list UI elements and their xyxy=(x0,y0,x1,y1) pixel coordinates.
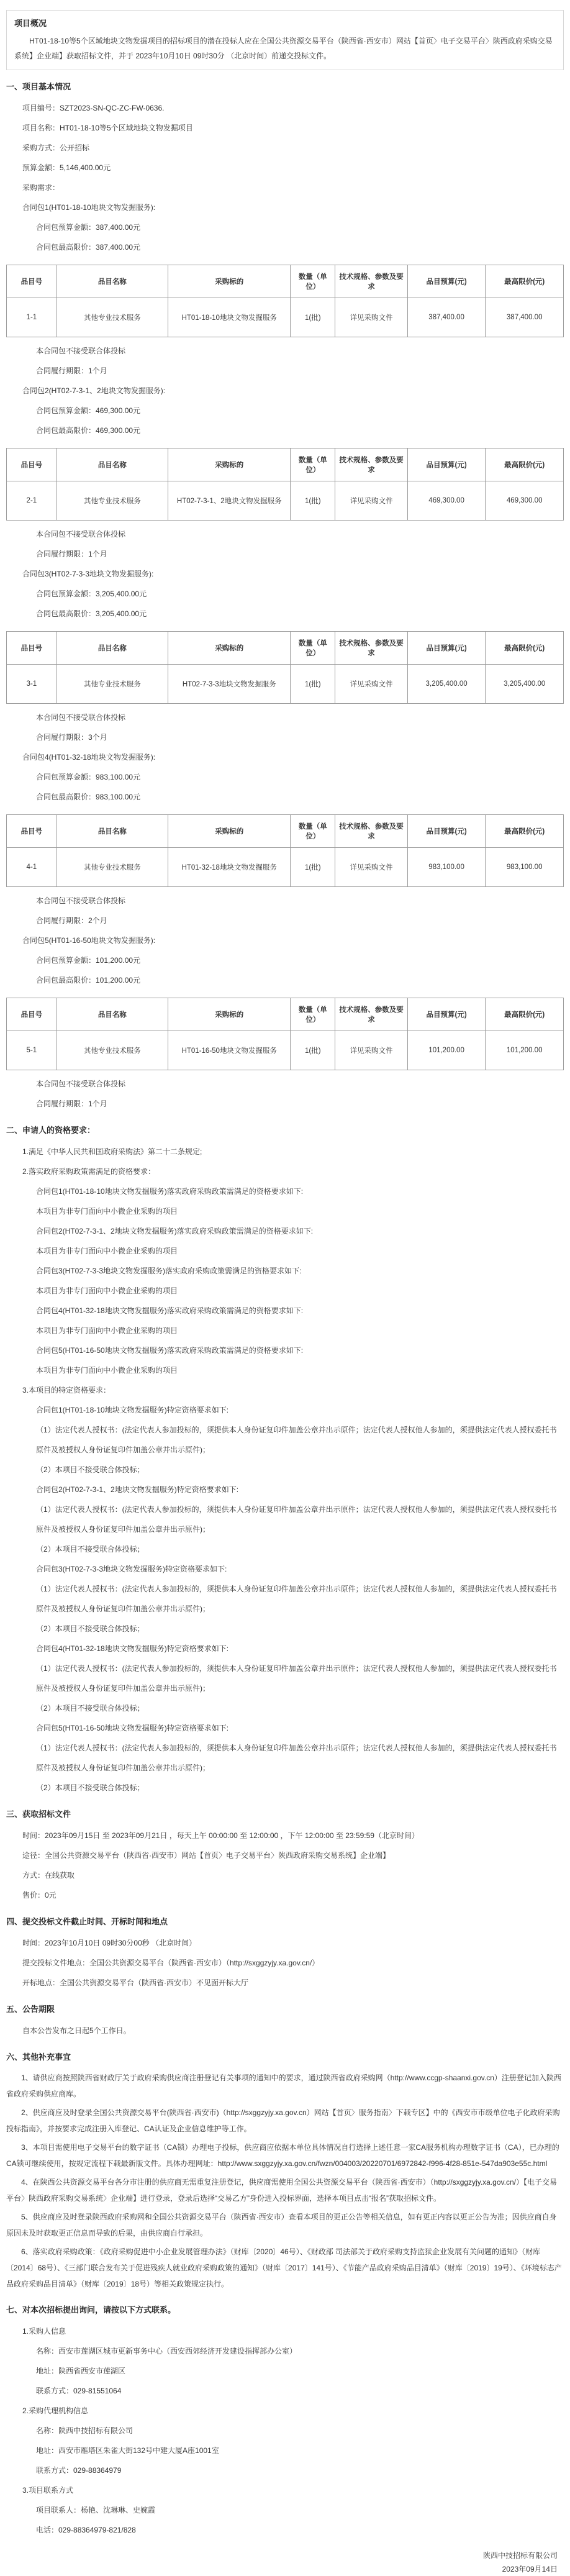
section-basic-info-title: 一、项目基本情况 xyxy=(6,82,71,91)
table-cell: 详见采购文件 xyxy=(335,481,408,521)
package-info-line: 合同包预算金额：983,100.00元 xyxy=(36,773,141,781)
column-header: 品目号 xyxy=(7,448,57,481)
table-header-row xyxy=(7,632,564,665)
column-header: 数量（单位） xyxy=(291,632,335,665)
section-contact-title: 七、对本次招标提出询问，请按以下方式联系。 xyxy=(6,2305,176,2314)
supplement-paragraph: 6、落实政府采购政策：《政府采购促进中小企业发展管理办法》（财库〔2020〕46号）、《财政部 司法部关于政府采购支持监狱企业发展有关问题的通知》（财库〔2014〕68号）、《三部门联合发布关于促进残疾人就业政府采购政策的通知》（财库〔2017〕141号）、《节能产品政府采购品目清单》（财库〔2019〕19号）、《环境标志产品政府采购品目清单》（财库〔2019〕18号）等相关政策规定执行。 xyxy=(6,2247,562,2288)
table-cell: 1-1 xyxy=(7,298,57,337)
package-info-line: 合同包最高限价：387,400.00元 xyxy=(36,243,141,252)
table-cell: 2-1 xyxy=(7,481,57,521)
table-cell: 387,400.00 xyxy=(407,298,486,337)
qualification-line: 合同包2(HT02-7-3-1、2地块文物发掘服务)特定资格要求如下: xyxy=(36,1485,239,1494)
qualification-line: 合同包3(HT02-7-3-3地块文物发掘服务)特定资格要求如下: xyxy=(36,1565,227,1573)
section-supplement-title: 六、其他补充事宜 xyxy=(6,2052,71,2062)
qualification-line: 合同包5(HT01-16-50地块文物发掘服务)特定资格要求如下: xyxy=(36,1724,229,1732)
table-cell: 其他专业技术服务 xyxy=(57,298,168,337)
package-info-line: 合同履行期限：2个月 xyxy=(36,916,107,925)
package-info-line: 合同包最高限价：3,205,400.00元 xyxy=(36,609,147,618)
table-cell: 详见采购文件 xyxy=(335,1031,408,1070)
package-info-line: 合同履行期限：1个月 xyxy=(36,550,107,558)
table-row xyxy=(7,848,564,887)
package-info-line: 合同包预算金额：3,205,400.00元 xyxy=(36,589,147,598)
qualification-line: 合同包4(HT01-32-18地块文物发掘服务)落实政府采购政策需满足的资格要求如下: xyxy=(36,1306,304,1315)
column-header: 采购标的 xyxy=(168,998,291,1031)
package-info-line: 本合同包不接受联合体投标 xyxy=(36,1080,126,1088)
package-table xyxy=(6,814,564,887)
column-header: 采购标的 xyxy=(168,448,291,481)
contact-line: 联系方式：029-88364979 xyxy=(36,2466,122,2475)
table-cell: 1(批) xyxy=(291,1031,335,1070)
package-info-line: 本合同包不接受联合体投标 xyxy=(36,347,126,355)
column-header: 品目号 xyxy=(7,632,57,665)
qualification-line: （2）本项目不接受联合体投标； xyxy=(36,1465,145,1474)
qualification-line: 合同包4(HT01-32-18地块文物发掘服务)特定资格要求如下: xyxy=(36,1644,229,1653)
package-info-line: 合同履行期限：3个月 xyxy=(36,733,107,742)
qualification-line: （1）法定代表人授权书：(法定代表人参加投标的，须提供本人身份证复印件加盖公章并出示原件；法定代表人授权他人参加的，须提供法定代表人授权委托书原件及被授权人身份证复印件加盖公章并出示原件)； xyxy=(36,1664,557,1693)
package-info-line: 合同包5(HT01-16-50地块文物发掘服务): xyxy=(22,936,156,945)
package-info-line: 本合同包不接受联合体投标 xyxy=(36,713,126,722)
project-number: 项目编号：SZT2023-SN-QC-ZC-FW-0636. xyxy=(22,104,165,112)
package-info-line: 合同包最高限价：101,200.00元 xyxy=(36,976,141,985)
deadline-time: 时间：2023年10月10日 09时30分00秒 （北京时间） xyxy=(22,1939,197,1947)
qualification-line: 本项目为非专门面向中小微企业采购的项目 xyxy=(36,1247,178,1255)
budget-amount: 预算金额：5,146,400.00元 xyxy=(22,163,111,172)
contact-line: 名称：陕西中技招标有限公司 xyxy=(36,2426,133,2435)
package-table xyxy=(6,998,564,1070)
table-cell: 其他专业技术服务 xyxy=(57,481,168,521)
column-header: 品目号 xyxy=(7,815,57,848)
procurement-method: 采购方式：公开招标 xyxy=(22,143,90,152)
column-header: 技术规格、参数及要求 xyxy=(335,998,408,1031)
section-notice-period-title: 五、公告期限 xyxy=(6,2005,55,2014)
column-header: 品目预算(元) xyxy=(407,998,486,1031)
supplement-paragraph: 5、供应商应及时登录陕西政府采购网和全国公共资源交易平台（陕西省·西安市）查看本项目的更正公告等相关信息，如有更正内容以更正公告为准；因供应商自身原因未及时获取更正信息而导致的后果，由供应商自行承担。 xyxy=(6,2213,557,2237)
opening-location: 开标地点：全国公共资源交易平台（陕西省·西安市）不见面开标大厅 xyxy=(22,1978,248,1987)
obtain-method: 方式：在线获取 xyxy=(22,1871,75,1880)
contact-line: 项目联系人：杨艳、沈琳琳、史婉霞 xyxy=(36,2506,156,2515)
table-cell: HT01-18-10地块文物发掘服务 xyxy=(168,298,291,337)
table-cell: HT02-7-3-1、2地块文物发掘服务 xyxy=(168,481,291,521)
package-table xyxy=(6,631,564,704)
contact-group-title: 2.采购代理机构信息 xyxy=(22,2406,89,2415)
qualification-line: 合同包1(HT01-18-10地块文物发掘服务)落实政府采购政策需满足的资格要求如下: xyxy=(36,1187,304,1196)
table-cell: 1(批) xyxy=(291,848,335,887)
column-header: 数量（单位） xyxy=(291,998,335,1031)
qualification-line: （1）法定代表人授权书：(法定代表人参加投标的，须提供本人身份证复印件加盖公章并出示原件；法定代表人授权他人参加的，须提供法定代表人授权委托书原件及被授权人身份证复印件加盖公章并出示原件)； xyxy=(36,1744,557,1772)
table-cell: 其他专业技术服务 xyxy=(57,1031,168,1070)
column-header: 技术规格、参数及要求 xyxy=(335,448,408,481)
qualification-line: 合同包2(HT02-7-3-1、2地块文物发掘服务)落实政府采购政策需满足的资格要求如下: xyxy=(36,1227,314,1236)
column-header: 最高限价(元) xyxy=(486,265,564,298)
qualification-line: 合同包1(HT01-18-10地块文物发掘服务)特定资格要求如下: xyxy=(36,1406,229,1414)
table-cell: 其他专业技术服务 xyxy=(57,665,168,704)
signature-org: 陕西中技招标有限公司 xyxy=(482,2551,558,2560)
supplement-list xyxy=(6,2069,564,2293)
table-row xyxy=(7,298,564,337)
signature-block xyxy=(6,2549,564,2576)
table-cell: 详见采购文件 xyxy=(335,298,408,337)
table-row xyxy=(7,665,564,704)
column-header: 技术规格、参数及要求 xyxy=(335,632,408,665)
signature-date: 2023年09月14日 xyxy=(502,2565,558,2574)
column-header: 品目名称 xyxy=(57,632,168,665)
project-name: 项目名称：HT01-18-10等5个区域地块文物发掘项目 xyxy=(22,124,193,132)
column-header: 品目号 xyxy=(7,998,57,1031)
contract-packages xyxy=(6,198,564,1114)
qualification-line: 3.本项目的特定资格要求： xyxy=(22,1386,111,1395)
column-header: 最高限价(元) xyxy=(486,448,564,481)
contact-list xyxy=(6,2321,564,2540)
package-info-line: 合同包1(HT01-18-10地块文物发掘服务): xyxy=(22,203,156,212)
qualification-line: （2）本项目不接受联合体投标； xyxy=(36,1545,145,1554)
qualification-line: （2）本项目不接受联合体投标； xyxy=(36,1704,145,1713)
column-header: 最高限价(元) xyxy=(486,815,564,848)
column-header: 品目名称 xyxy=(57,265,168,298)
qualification-line: 1.满足《中华人民共和国政府采购法》第二十二条规定; xyxy=(22,1147,202,1156)
table-cell: 3,205,400.00 xyxy=(486,665,564,704)
contact-line: 地址：西安市雁塔区朱雀大街132号中建大厦A座1001室 xyxy=(36,2446,219,2455)
notice-period-text: 自本公告发布之日起5个工作日。 xyxy=(22,2026,131,2035)
qualification-line: 合同包3(HT02-7-3-3地块文物发掘服务)落实政府采购政策需满足的资格要求如下: xyxy=(36,1267,302,1275)
overview-text: HT01-18-10等5个区域地块文物发掘项目的招标项目的潜在投标人应在全国公共资源交易平台（陕西省·西安市）网站【首页〉电子交易平台〉陕西政府采购交易系统】企业端】获取招标文件，并于 2023年10月10日 09时30分 （北京时间）前递交投标文件。 xyxy=(14,37,553,60)
table-cell: 983,100.00 xyxy=(407,848,486,887)
qualification-line: 本项目为非专门面向中小微企业采购的项目 xyxy=(36,1366,178,1375)
column-header: 最高限价(元) xyxy=(486,632,564,665)
package-info-line: 本合同包不接受联合体投标 xyxy=(36,896,126,905)
table-cell: 详见采购文件 xyxy=(335,665,408,704)
qualification-line: 本项目为非专门面向中小微企业采购的项目 xyxy=(36,1207,178,1216)
column-header: 采购标的 xyxy=(168,265,291,298)
column-header: 品目名称 xyxy=(57,998,168,1031)
section-qualification-title: 二、申请人的资格要求： xyxy=(6,1126,96,1135)
column-header: 品目号 xyxy=(7,265,57,298)
contact-line: 地址：陕西省西安市莲湖区 xyxy=(36,2367,126,2375)
column-header: 最高限价(元) xyxy=(486,998,564,1031)
table-cell: 其他专业技术服务 xyxy=(57,848,168,887)
column-header: 技术规格、参数及要求 xyxy=(335,815,408,848)
contact-line: 联系方式：029-81551064 xyxy=(36,2387,122,2395)
column-header: 品目预算(元) xyxy=(407,448,486,481)
column-header: 数量（单位） xyxy=(291,815,335,848)
supplement-paragraph: 1、请供应商按照陕西省财政厅关于政府采购供应商注册登记有关事项的通知中的要求，通过陕西省政府采购网（http://www.ccgp-shaanxi.gov.cn）注册登记加入陕西省政府采购供应商库。 xyxy=(6,2073,561,2098)
table-cell: 469,300.00 xyxy=(407,481,486,521)
package-info-line: 合同包预算金额：387,400.00元 xyxy=(36,223,141,232)
table-cell: 1(批) xyxy=(291,481,335,521)
overview-box xyxy=(6,10,564,70)
table-cell: 3,205,400.00 xyxy=(407,665,486,704)
column-header: 品目预算(元) xyxy=(407,265,486,298)
contact-line: 电话：029-88364979-821/828 xyxy=(36,2526,136,2534)
table-cell: 387,400.00 xyxy=(486,298,564,337)
column-header: 品目名称 xyxy=(57,448,168,481)
column-header: 品目名称 xyxy=(57,815,168,848)
qualification-line: （2）本项目不接受联合体投标； xyxy=(36,1624,145,1633)
package-info-line: 合同履行期限：1个月 xyxy=(36,1099,107,1108)
column-header: 采购标的 xyxy=(168,815,291,848)
obtain-price: 售价：0元 xyxy=(22,1891,57,1900)
package-info-line: 合同包4(HT01-32-18地块文物发掘服务): xyxy=(22,753,156,762)
qualification-line: 本项目为非专门面向中小微企业采购的项目 xyxy=(36,1326,178,1335)
obtain-time: 时间：2023年09月15日 至 2023年09月21日 ，每天上午 00:00:00 至 12:00:00 ，下午 12:00:00 至 23:59:59（北京时间） xyxy=(22,1831,419,1840)
table-cell: 1(批) xyxy=(291,298,335,337)
contact-group-title: 3.项目联系方式 xyxy=(22,2486,74,2495)
qualification-line: （2）本项目不接受联合体投标； xyxy=(36,1783,145,1792)
table-cell: 4-1 xyxy=(7,848,57,887)
requirements-label: 采购需求： xyxy=(22,183,60,192)
table-cell: HT02-7-3-3地块文物发掘服务 xyxy=(168,665,291,704)
table-header-row xyxy=(7,815,564,848)
submission-location: 提交投标文件地点：全国公共资源交易平台（陕西省·西安市）（http://sxggzyjy.xa.gov.cn/） xyxy=(22,1959,320,1967)
package-info-line: 合同履行期限：1个月 xyxy=(36,366,107,375)
table-cell: 983,100.00 xyxy=(486,848,564,887)
obtain-channel: 途径：全国公共资源交易平台（陕西省·西安市）网站【首页〉电子交易平台〉陕西政府采购交易系统】企业端】 xyxy=(22,1851,391,1860)
qualification-line: 合同包5(HT01-16-50地块文物发掘服务)落实政府采购政策需满足的资格要求如下: xyxy=(36,1346,304,1355)
package-info-line: 合同包最高限价：469,300.00元 xyxy=(36,426,141,435)
column-header: 品目预算(元) xyxy=(407,632,486,665)
column-header: 技术规格、参数及要求 xyxy=(335,265,408,298)
supplement-paragraph: 4、在陕西公共资源交易平台各分市注册的供应商无需重复注册登记，供应商需使用全国公共资源交易平台（陕西省·西安市）（http://sxggzyjy.xa.gov.cn/）【电子交易平台〉陕西政府采购交易系统〉企业端】进行登录，登录后选择“交易乙方”身份进入投标界面，选择本项目点击“报名”获取招标文件。 xyxy=(6,2178,557,2203)
section-obtain-docs-title: 三、获取招标文件 xyxy=(6,1809,71,1819)
contact-group-title: 1.采购人信息 xyxy=(22,2327,66,2336)
contact-line: 名称：西安市莲湖区城市更新事务中心（西安西郊经济开发建设指挥部办公室） xyxy=(36,2347,297,2355)
table-header-row xyxy=(7,265,564,298)
column-header: 数量（单位） xyxy=(291,448,335,481)
package-info-line: 合同包预算金额：469,300.00元 xyxy=(36,406,141,415)
table-cell: HT01-32-18地块文物发掘服务 xyxy=(168,848,291,887)
package-info-line: 合同包预算金额：101,200.00元 xyxy=(36,956,141,965)
package-info-line: 本合同包不接受联合体投标 xyxy=(36,530,126,539)
table-row xyxy=(7,1031,564,1070)
overview-title: 项目概况 xyxy=(14,19,47,28)
table-cell: 469,300.00 xyxy=(486,481,564,521)
package-info-line: 合同包3(HT02-7-3-3地块文物发掘服务): xyxy=(22,570,154,578)
table-cell: 5-1 xyxy=(7,1031,57,1070)
table-cell: HT01-16-50地块文物发掘服务 xyxy=(168,1031,291,1070)
package-table xyxy=(6,448,564,521)
qualification-line: （1）法定代表人授权书：(法定代表人参加投标的，须提供本人身份证复印件加盖公章并出示原件；法定代表人授权他人参加的，须提供法定代表人授权委托书原件及被授权人身份证复印件加盖公章并出示原件)； xyxy=(36,1426,557,1454)
table-cell: 101,200.00 xyxy=(407,1031,486,1070)
table-cell: 1(批) xyxy=(291,665,335,704)
qualification-line: 本项目为非专门面向中小微企业采购的项目 xyxy=(36,1286,178,1295)
supplement-paragraph: 2、供应商应及时登录全国公共资源交易平台(陕西省·西安市)（http://sxggzyjy.xa.gov.cn）网站【首页〉服务指南〉下载专区】中的《西安市市级单位电子化政府采购投标指南》，并按要求完成注册入库登记、CA认证及企业信息维护等工作。 xyxy=(6,2108,560,2133)
table-header-row xyxy=(7,448,564,481)
qualification-line: （1）法定代表人授权书：(法定代表人参加投标的，须提供本人身份证复印件加盖公章并出示原件；法定代表人授权他人参加的，须提供法定代表人授权委托书原件及被授权人身份证复印件加盖公章并出示原件)； xyxy=(36,1505,557,1534)
qualification-list xyxy=(6,1142,564,1798)
package-table xyxy=(6,265,564,337)
supplement-paragraph: 3、本项目需使用电子交易平台的数字证书（CA锁）办理电子投标，供应商应依据本单位具体情况自行选择上述任意一家CA服务机构办理数字证书（CA），已办理的CA锁可继续使用，按规定流程下载最新版文件。具体办理网址：http://www.sxggzyjy.xa.gov.cn/fwzn/004003/20220701/6972842-f996-4f28-851e-547da903e55c.html xyxy=(6,2143,559,2168)
table-header-row xyxy=(7,998,564,1031)
qualification-line: 2.落实政府采购政策需满足的资格要求： xyxy=(22,1167,156,1176)
table-row xyxy=(7,481,564,521)
table-cell: 详见采购文件 xyxy=(335,848,408,887)
column-header: 品目预算(元) xyxy=(407,815,486,848)
package-info-line: 合同包2(HT02-7-3-1、2地块文物发掘服务): xyxy=(22,386,166,395)
column-header: 采购标的 xyxy=(168,632,291,665)
qualification-line: （1）法定代表人授权书：(法定代表人参加投标的，须提供本人身份证复印件加盖公章并出示原件；法定代表人授权他人参加的，须提供法定代表人授权委托书原件及被授权人身份证复印件加盖公章并出示原件)； xyxy=(36,1585,557,1613)
package-info-line: 合同包最高限价：983,100.00元 xyxy=(36,793,141,801)
column-header: 数量（单位） xyxy=(291,265,335,298)
table-cell: 3-1 xyxy=(7,665,57,704)
table-cell: 101,200.00 xyxy=(486,1031,564,1070)
section-deadline-title: 四、提交投标文件截止时间、开标时间和地点 xyxy=(6,1917,168,1926)
